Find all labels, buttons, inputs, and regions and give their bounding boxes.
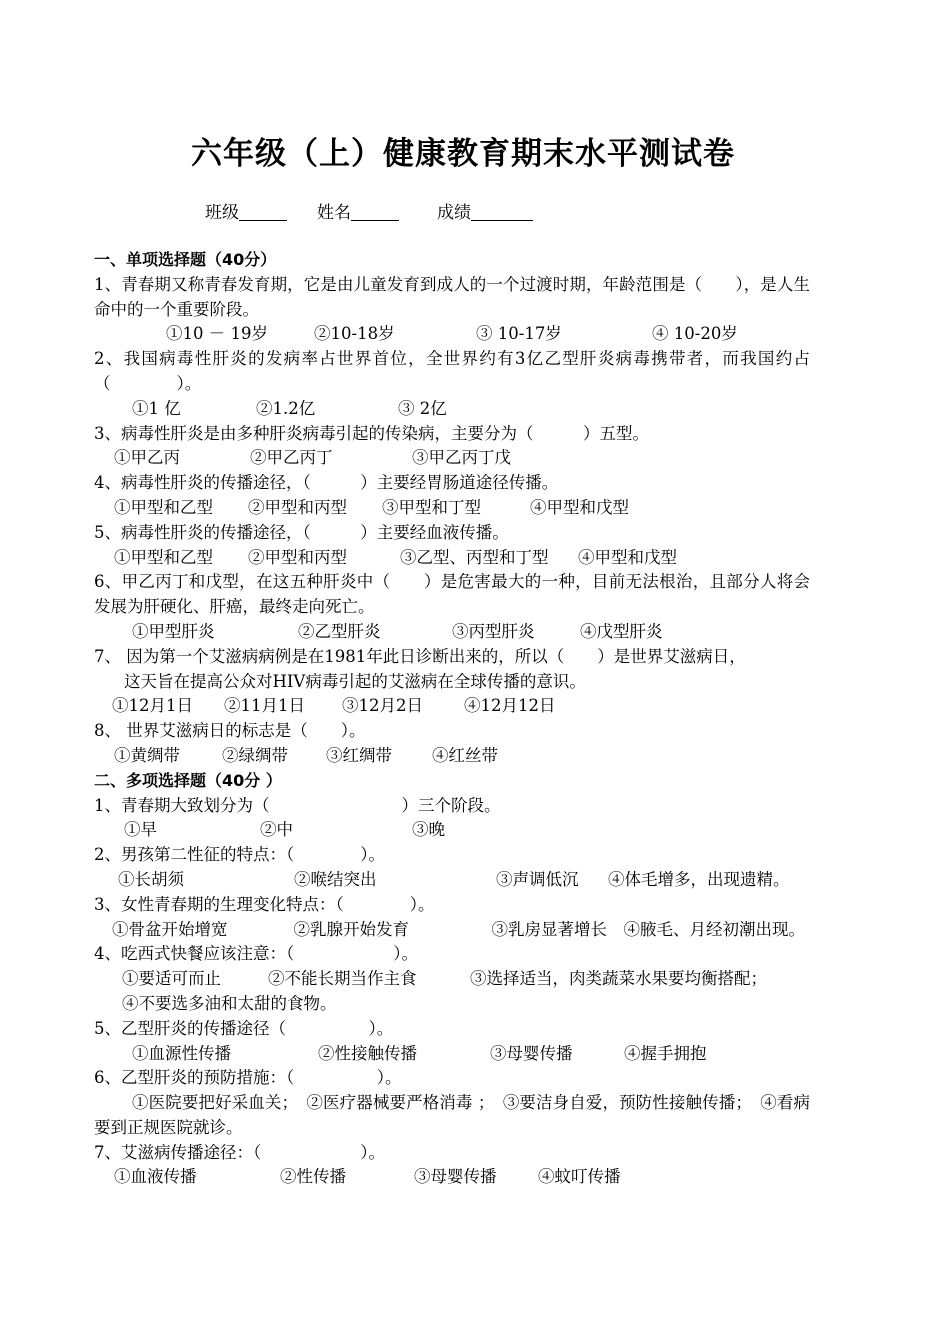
- option[interactable]: ②绿绸带: [222, 745, 288, 765]
- option[interactable]: ④甲型和戊型: [578, 547, 677, 567]
- option[interactable]: ②1.2亿: [256, 398, 316, 418]
- option[interactable]: ③ 10-17岁: [476, 324, 562, 344]
- name-blank[interactable]: [351, 202, 399, 221]
- option[interactable]: ③甲乙丙丁戊: [412, 448, 511, 468]
- option-row: [94, 1042, 810, 1067]
- option[interactable]: ①1 亿: [132, 398, 181, 418]
- option[interactable]: ②11月1日: [224, 696, 305, 716]
- option[interactable]: ③声调低沉: [496, 869, 579, 889]
- question-text: 2、我国病毒性肝炎的发病率占世界首位，全世界约有3亿乙型肝炎病毒携带者，而我国约占（ ）。: [94, 349, 810, 393]
- question-text: 1、青春期大致划分为（ ）三个阶段。: [94, 795, 501, 815]
- option[interactable]: ③晚: [412, 820, 445, 840]
- question-text: 3、女性青春期的生理变化特点：（ ）。: [94, 894, 435, 914]
- option[interactable]: ③母婴传播: [490, 1043, 573, 1063]
- score-label: 成绩: [437, 203, 471, 223]
- option[interactable]: ②性传播: [280, 1167, 346, 1187]
- section-heading: 二、多项选择题（40分 ）: [94, 770, 282, 790]
- option[interactable]: ③ 2亿: [398, 398, 447, 418]
- question-text: 3、病毒性肝炎是由多种肝炎病毒引起的传染病，主要分为（ ）五型。: [94, 423, 649, 443]
- option[interactable]: ③甲型和丁型: [382, 497, 481, 517]
- name-label: 姓名: [317, 203, 351, 223]
- question-text: 5、乙型肝炎的传播途径（ ）。: [94, 1018, 394, 1038]
- section-heading: 一、单项选择题（40分）: [94, 250, 277, 269]
- option[interactable]: ④戊型肝炎: [580, 621, 663, 641]
- question-text: 2、男孩第二性征的特点：（ ）。: [94, 845, 385, 865]
- option-row: [94, 818, 810, 843]
- question-text: 5、病毒性肝炎的传播途径，（ ）主要经血液传播。: [94, 522, 509, 542]
- option[interactable]: ①10 － 19岁: [166, 324, 268, 344]
- option[interactable]: ③乙型、丙型和丁型: [400, 547, 549, 567]
- option[interactable]: ①早: [124, 820, 157, 840]
- option[interactable]: ②性接触传播: [318, 1043, 417, 1063]
- option[interactable]: ②中: [260, 820, 293, 840]
- page-title: 六年级（上）健康教育期末水平测试卷: [191, 136, 735, 172]
- class-blank[interactable]: [239, 202, 287, 221]
- option-row: [94, 1165, 810, 1190]
- option[interactable]: ①血液传播: [114, 1167, 197, 1187]
- option[interactable]: ④蚊叮传播: [538, 1167, 621, 1187]
- option-row: [94, 868, 810, 893]
- option[interactable]: ②10-18岁: [314, 324, 395, 344]
- option[interactable]: ③红绸带: [326, 745, 392, 765]
- option[interactable]: ①甲型和乙型: [114, 497, 213, 517]
- option[interactable]: ④ 10-20岁: [652, 324, 738, 344]
- option[interactable]: ④甲型和戊型: [530, 497, 629, 517]
- option[interactable]: ②喉结突出: [294, 869, 377, 889]
- class-label: 班级: [205, 203, 239, 223]
- option-row: [94, 546, 810, 571]
- option[interactable]: ③母婴传播: [414, 1167, 497, 1187]
- option[interactable]: ①黄绸带: [114, 745, 180, 765]
- option[interactable]: ②甲乙丙丁: [250, 448, 333, 468]
- option[interactable]: ①要适可而止: [122, 969, 221, 989]
- option[interactable]: ④红丝带: [432, 745, 498, 765]
- question-text-continued: 这天旨在提高公众对HIV病毒引起的艾滋病在全球传播的意识。: [124, 671, 586, 691]
- option[interactable]: ②乙型肝炎: [298, 621, 381, 641]
- question-text: 6、乙型肝炎的预防措施：（ ）。: [94, 1068, 402, 1088]
- option[interactable]: ③丙型肝炎: [452, 621, 535, 641]
- student-info-row: [205, 198, 533, 223]
- option[interactable]: ①甲乙丙: [114, 448, 180, 468]
- option[interactable]: ①甲型肝炎: [132, 621, 215, 641]
- option[interactable]: ④不要选多油和太甜的食物。: [122, 993, 337, 1013]
- option[interactable]: ①甲型和乙型: [114, 547, 213, 567]
- option-row: [94, 446, 810, 471]
- option-paragraph: ①骨盆开始增宽 ②乳腺开始发育 ③乳房显著增长 ④腋毛、月经初潮出现。: [112, 919, 805, 939]
- option-paragraph: ①医院要把好采血关； ②医疗器械要严格消毒 ； ③要洁身自爱，预防性接触传播； ④看病要到正规医院就诊。: [94, 1093, 810, 1137]
- option-row: [94, 496, 810, 521]
- question-text: 1、青春期又称青春发育期，它是由儿童发育到成人的一个过渡时期，年龄范围是（ ），是人生命中的一个重要阶段。: [94, 274, 810, 319]
- question-text: 7、艾滋病传播途径：（ ）。: [94, 1142, 385, 1162]
- option[interactable]: ③选择适当，肉类蔬菜水果要均衡搭配；: [470, 969, 767, 989]
- option[interactable]: ①长胡须: [118, 869, 184, 889]
- question-text: 4、吃西式快餐应该注意：（ ）。: [94, 944, 418, 964]
- question-text: 4、病毒性肝炎的传播途径，（ ）主要经胃肠道途径传播。: [94, 473, 559, 493]
- option[interactable]: ③12月2日: [342, 696, 423, 716]
- option[interactable]: ②甲型和丙型: [248, 497, 347, 517]
- option-row: [94, 397, 810, 422]
- option[interactable]: ①12月1日: [112, 696, 193, 716]
- option[interactable]: ②甲型和丙型: [248, 547, 347, 567]
- question-text: 6、甲乙丙丁和戊型，在这五种肝炎中（ ）是危害最大的一种，目前无法根治，且部分人将会发展为肝硬化、肝癌，最终走向死亡。: [94, 572, 810, 617]
- option[interactable]: ①血源性传播: [132, 1043, 231, 1063]
- option[interactable]: ②不能长期当作主食: [268, 969, 417, 989]
- option[interactable]: ④体毛增多，出现遗精。: [608, 869, 790, 889]
- option-row: [94, 694, 810, 719]
- question-text: 8、 世界艾滋病日的标志是（ ）。: [94, 721, 366, 741]
- score-blank[interactable]: [471, 202, 533, 221]
- option[interactable]: ④12月12日: [464, 696, 556, 716]
- option-row: [94, 620, 810, 645]
- exam-body: [94, 248, 810, 1190]
- question-text: 7、 因为第一个艾滋病病例是在1981年此日诊断出来的，所以（ ）是世界艾滋病日，: [94, 646, 746, 666]
- option[interactable]: ④握手拥抱: [624, 1043, 707, 1063]
- option-row: [94, 744, 810, 769]
- option-row: [94, 967, 810, 992]
- option-row: [94, 322, 810, 347]
